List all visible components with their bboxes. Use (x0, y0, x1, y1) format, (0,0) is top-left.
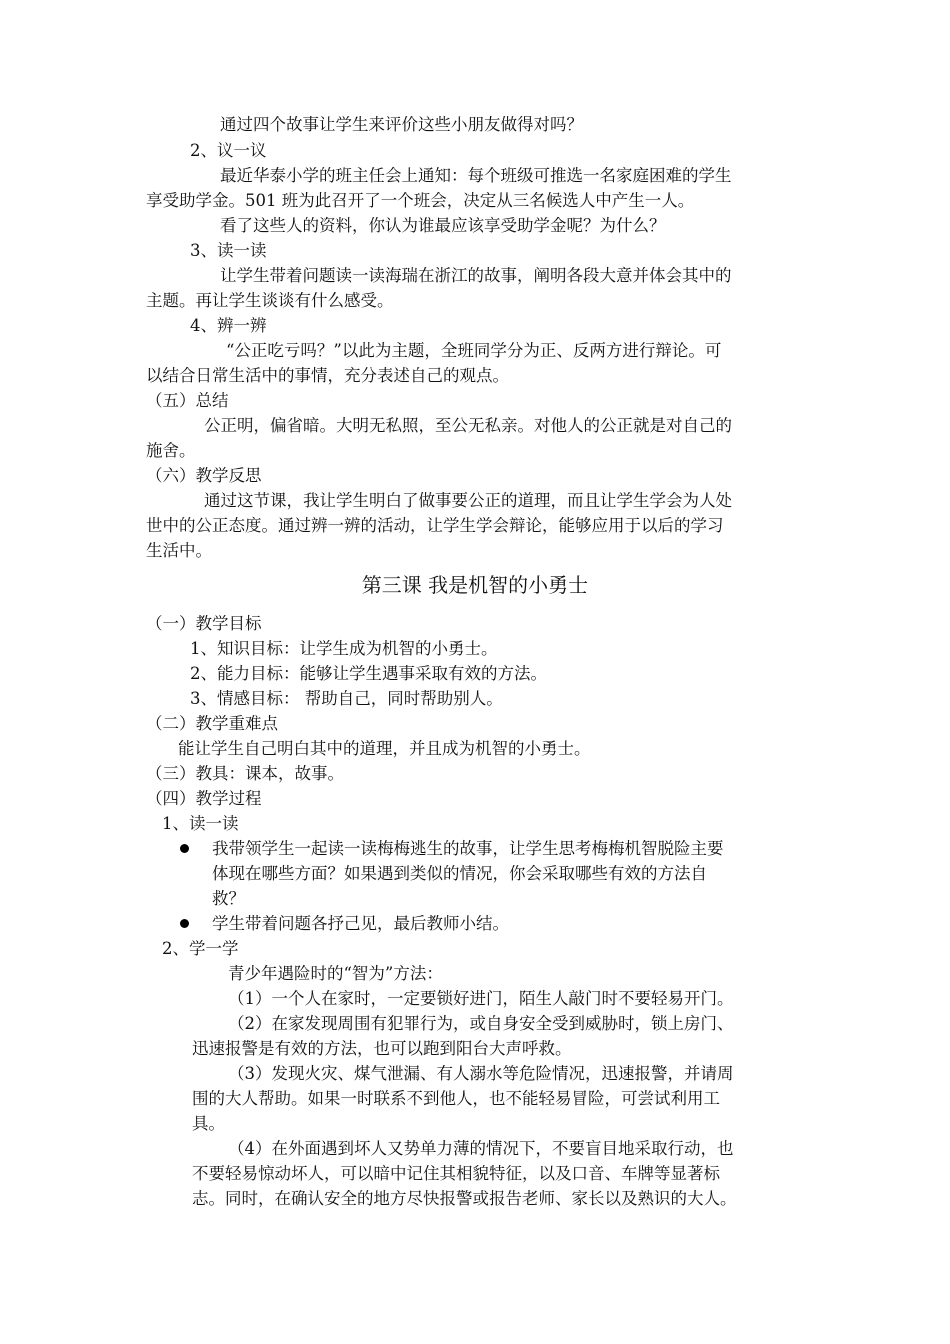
method-line: 围的大人帮助。如果一时联系不到他人，也不能轻易冒险，可尝试利用工 (192, 1089, 720, 1108)
lesson-title: 第三课 我是机智的小勇士 (361, 573, 589, 597)
bullet-icon (180, 919, 189, 928)
goal-emotion: 3、情感目标： 帮助自己，同时帮助别人。 (190, 689, 503, 708)
section-heading-summary: （五）总结 (146, 391, 229, 410)
section-heading-tools: （三）教具：课本，故事。 (146, 764, 344, 783)
method-line: （2）在家发现周围有犯罪行为，或自身安全受到威胁时，锁上房门、 (228, 1014, 734, 1033)
method-line: 不要轻易惊动坏人，可以暗中记住其相貌特征，以及口音、车牌等显著标 (192, 1164, 720, 1183)
method-line: 迅速报警是有效的方法，也可以跑到阳台大声呼救。 (192, 1039, 572, 1058)
goal-knowledge: 1、知识目标：让学生成为机智的小勇士。 (190, 639, 498, 658)
paragraph-line: 能让学生自己明白其中的道理，并且成为机智的小勇士。 (178, 739, 591, 758)
item-heading-discuss: 2、议一议 (190, 141, 267, 160)
bullet-item-line: 救？ (212, 889, 245, 908)
paragraph-line: 享受助学金。501 班为此召开了一个班会，决定从三名候选人中产生一人。 (146, 191, 695, 210)
paragraph-line: 通过四个故事让学生来评价这些小朋友做得对吗？ (220, 115, 583, 134)
paragraph-line: 主题。再让学生谈谈有什么感受。 (146, 291, 394, 310)
section-heading-goals: （一）教学目标 (146, 614, 262, 633)
section-heading-process: （四）教学过程 (146, 789, 262, 808)
paragraph-line: 通过这节课，我让学生明白了做事要公正的道理，而且让学生学会为人处 (204, 491, 732, 510)
item-heading-learn: 2、学一学 (162, 939, 239, 958)
paragraph-line: 最近华泰小学的班主任会上通知：每个班级可推选一名家庭困难的学生 (220, 166, 732, 185)
section-heading-key-points: （二）教学重难点 (146, 714, 278, 733)
paragraph-line: 青少年遇险时的“智为”方法： (228, 964, 443, 983)
section-heading-reflection: （六）教学反思 (146, 466, 262, 485)
method-line: （1）一个人在家时，一定要锁好进门，陌生人敲门时不要轻易开门。 (228, 989, 734, 1008)
item-heading-debate: 4、辨一辨 (190, 316, 267, 335)
item-heading-read: 3、读一读 (190, 241, 267, 260)
paragraph-line: 以结合日常生活中的事情，充分表述自己的观点。 (146, 366, 509, 385)
method-line: 具。 (192, 1114, 225, 1133)
bullet-item-line: 体现在哪些方面？如果遇到类似的情况，你会采取哪些有效的方法自 (212, 864, 707, 883)
paragraph-line: “公正吃亏吗？”以此为主题，全班同学分为正、反两方进行辩论。可 (226, 341, 722, 360)
paragraph-line: 公正明，偏省暗。大明无私照，至公无私亲。对他人的公正就是对自己的 (204, 416, 732, 435)
bullet-item-line: 学生带着问题各抒己见，最后教师小结。 (212, 914, 509, 933)
paragraph-line: 施舍。 (146, 441, 196, 460)
method-line: （4）在外面遇到坏人又势单力薄的情况下，不要盲目地采取行动，也 (228, 1139, 734, 1158)
paragraph-line: 世中的公正态度。通过辨一辨的活动，让学生学会辩论，能够应用于以后的学习 (146, 516, 724, 535)
method-line: （3）发现火灾、煤气泄漏、有人溺水等危险情况，迅速报警，并请周 (228, 1064, 734, 1083)
bullet-item-line: 我带领学生一起读一读梅梅逃生的故事，让学生思考梅梅机智脱险主要 (212, 839, 724, 858)
paragraph-line: 让学生带着问题读一读海瑞在浙江的故事，阐明各段大意并体会其中的 (220, 266, 732, 285)
goal-ability: 2、能力目标：能够让学生遇事采取有效的方法。 (190, 664, 547, 683)
item-heading-read: 1、读一读 (162, 814, 239, 833)
method-line: 志。同时，在确认安全的地方尽快报警或报告老师、家长以及熟识的大人。 (192, 1189, 737, 1208)
paragraph-line: 生活中。 (146, 541, 212, 560)
paragraph-line: 看了这些人的资料，你认为谁最应该享受助学金呢？为什么？ (220, 216, 666, 235)
bullet-icon (180, 844, 189, 853)
